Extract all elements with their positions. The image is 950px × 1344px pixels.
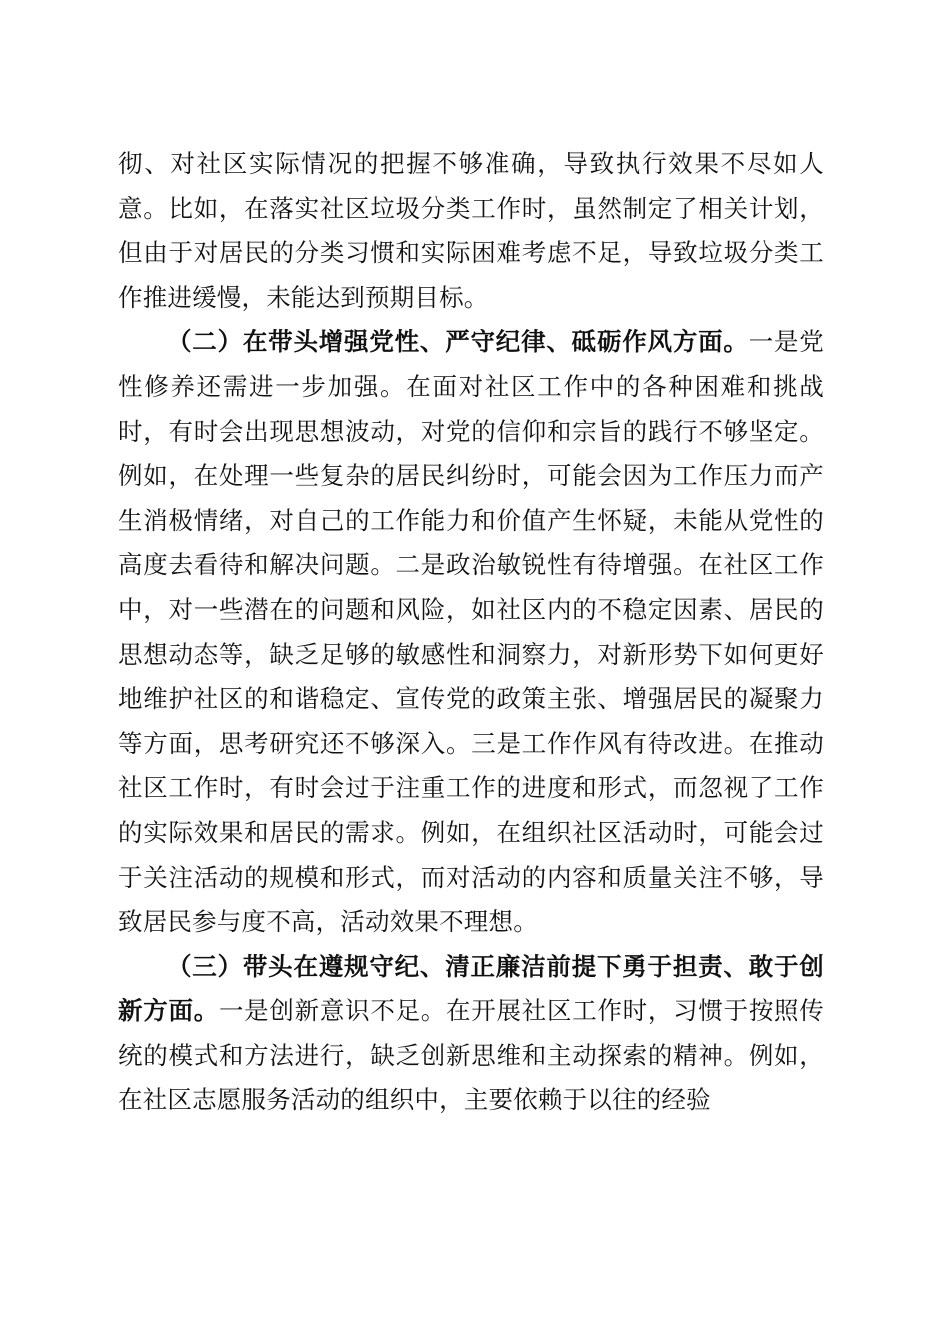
section-three-body: 一是创新意识不足。在开展社区工作时，习惯于按照传统的模式和方法进行，缺乏创新思维和主动探索的精神。例如，在社区志愿服务活动的组织中，主要依赖于以往的经验 (118, 996, 824, 1115)
section-two-body: 一是党性修养还需进一步加强。在面对社区工作中的各种困难和挑战时，有时会出现思想波动，对党的信仰和宗旨的践行不够坚定。例如，在处理一些复杂的居民纠纷时，可能会因为工作压力而产生消极情绪，对自己的工作能力和价值产生怀疑，未能从党性的高度去看待和解决问题。二是政治敏锐性有待增强。在社区工作中，对一些潜在的问题和风险，如社区内的不稳定因素、居民的思想动态等，缺乏足够的敏感性和洞察力，对新形势下如何更好地维护社区的和谐稳定、宣传党的政策主张、增强居民的凝聚力等方面，思考研究还不够深入。三是工作作风有待改进。在推动社区工作时，有时会过于注重工作的进度和形式，而忽视了工作的实际效果和居民的需求。例如，在组织社区活动时，可能会过于关注活动的规模和形式，而对活动的内容和质量关注不够，导致居民参与度不高，活动效果不理想。 (118, 327, 824, 937)
section-two-heading: （二）在带头增强党性、严守纪律、砥砺作风方面。 (167, 327, 749, 357)
paragraph-1-text: 彻、对社区实际情况的把握不够准确，导致执行效果不尽如人意。比如，在落实社区垃圾分类工作时，虽然制定了相关计划，但由于对居民的分类习惯和实际困难考虑不足，导致垃圾分类工作推进缓慢，未能达到预期目标。 (118, 149, 824, 312)
paragraph-section-three (118, 945, 824, 1123)
paragraph-section-two (118, 320, 824, 944)
paragraph-continuation (118, 142, 824, 320)
section-three-heading: （三）带头在遵规守纪、清正廉洁前提下勇于担责、敢于创新方面。 (118, 951, 824, 1026)
document-body (118, 142, 824, 1123)
